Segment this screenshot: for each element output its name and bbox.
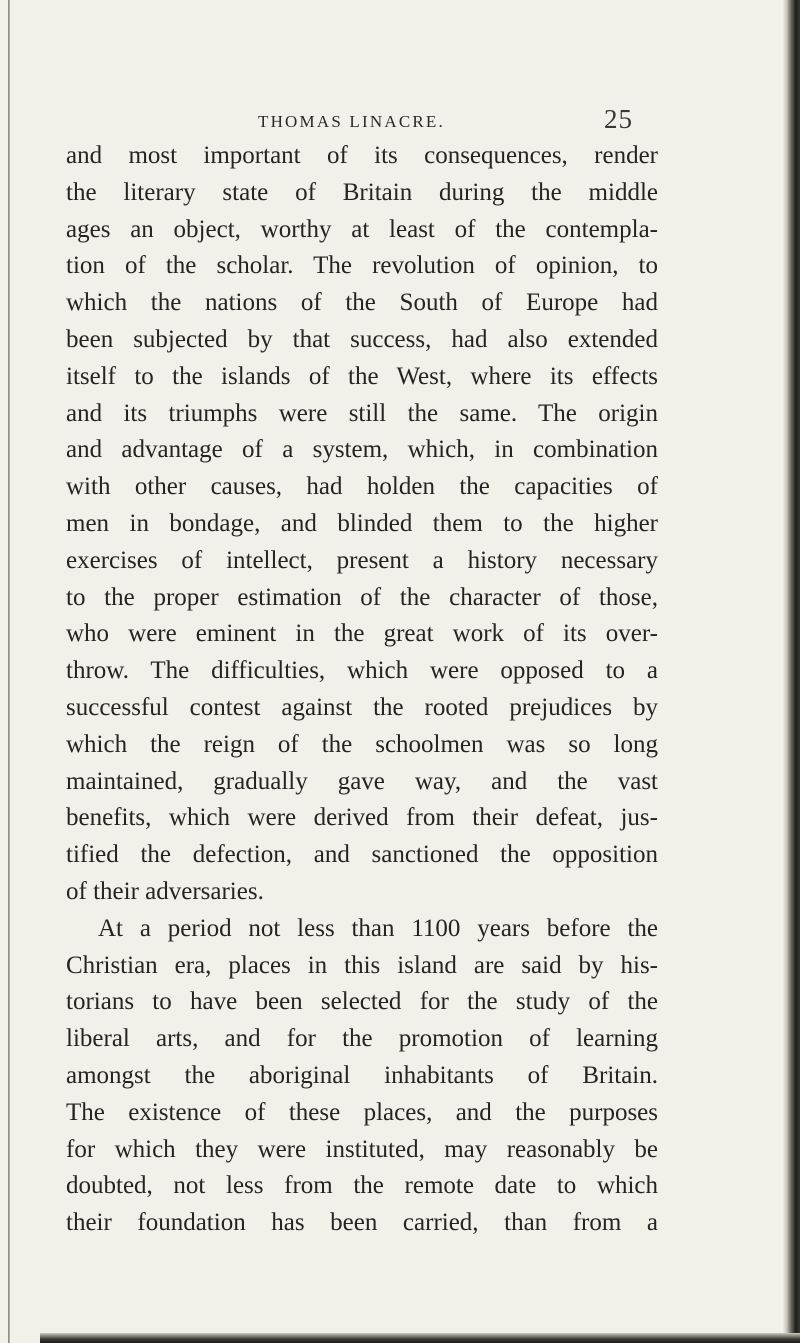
text-line: with other causes, had holden the capacities of bbox=[66, 473, 658, 501]
text-line: ages an object, worthy at least of the contempla- bbox=[66, 215, 658, 243]
text-line: tion of the scholar. The revolution of opinion, to bbox=[66, 252, 658, 280]
text-line: liberal arts, and for the promotion of learning bbox=[66, 1025, 658, 1053]
text-line: which the reign of the schoolmen was so long bbox=[66, 730, 658, 758]
text-line: for which they were instituted, may reasonably be bbox=[66, 1135, 658, 1163]
running-title: THOMAS LINACRE. bbox=[258, 112, 445, 131]
text-line: torians to have been selected for the study of the bbox=[66, 988, 658, 1016]
text-line: throw. The difficulties, which were opposed to a bbox=[66, 657, 658, 685]
paragraph-2 bbox=[66, 911, 658, 1242]
right-page-edge bbox=[786, 0, 800, 1343]
text-line: and its triumphs were still the same. The origin bbox=[66, 399, 658, 427]
text-line: itself to the islands of the West, where its effects bbox=[66, 362, 658, 390]
text-line: maintained, gradually gave way, and the vast bbox=[66, 767, 658, 795]
text-line: the literary state of Britain during the middle bbox=[66, 178, 658, 206]
text-line: At a period not less than 1100 years before the bbox=[98, 914, 658, 942]
text-line: who were eminent in the great work of its over- bbox=[66, 620, 658, 648]
text-line: which the nations of the South of Europe had bbox=[66, 289, 658, 317]
text-line: and most important of its consequences, render bbox=[66, 142, 658, 169]
page-number: 25 bbox=[604, 104, 633, 134]
text-line: and advantage of a system, which, in combination bbox=[66, 436, 658, 464]
paragraph-1 bbox=[66, 138, 658, 911]
text-line: been subjected by that success, had also extended bbox=[66, 325, 658, 353]
text-line: tified the defection, and sanctioned the opposition bbox=[66, 841, 658, 869]
text-line: The existence of these places, and the purposes bbox=[66, 1098, 658, 1126]
text-line: their foundation has been carried, than from a bbox=[66, 1209, 658, 1237]
text-line: doubted, not less from the remote date to which bbox=[66, 1172, 658, 1200]
text-line: of their adversaries. bbox=[66, 877, 264, 905]
text-line: to the proper estimation of the character of those, bbox=[66, 583, 658, 611]
bottom-page-edge bbox=[40, 1333, 800, 1343]
text-line: amongst the aboriginal inhabitants of Britain. bbox=[66, 1061, 658, 1089]
text-line: benefits, which were derived from their defeat, jus- bbox=[66, 804, 658, 832]
text-line: exercises of intellect, present a history necessary bbox=[66, 546, 658, 574]
text-line: Christian era, places in this island are said by his- bbox=[66, 951, 658, 979]
running-head bbox=[0, 104, 800, 134]
body-text bbox=[66, 138, 658, 1242]
left-page-edge bbox=[8, 0, 10, 1343]
text-line: successful contest against the rooted prejudices by bbox=[66, 693, 658, 721]
text-line: men in bondage, and blinded them to the higher bbox=[66, 509, 658, 537]
